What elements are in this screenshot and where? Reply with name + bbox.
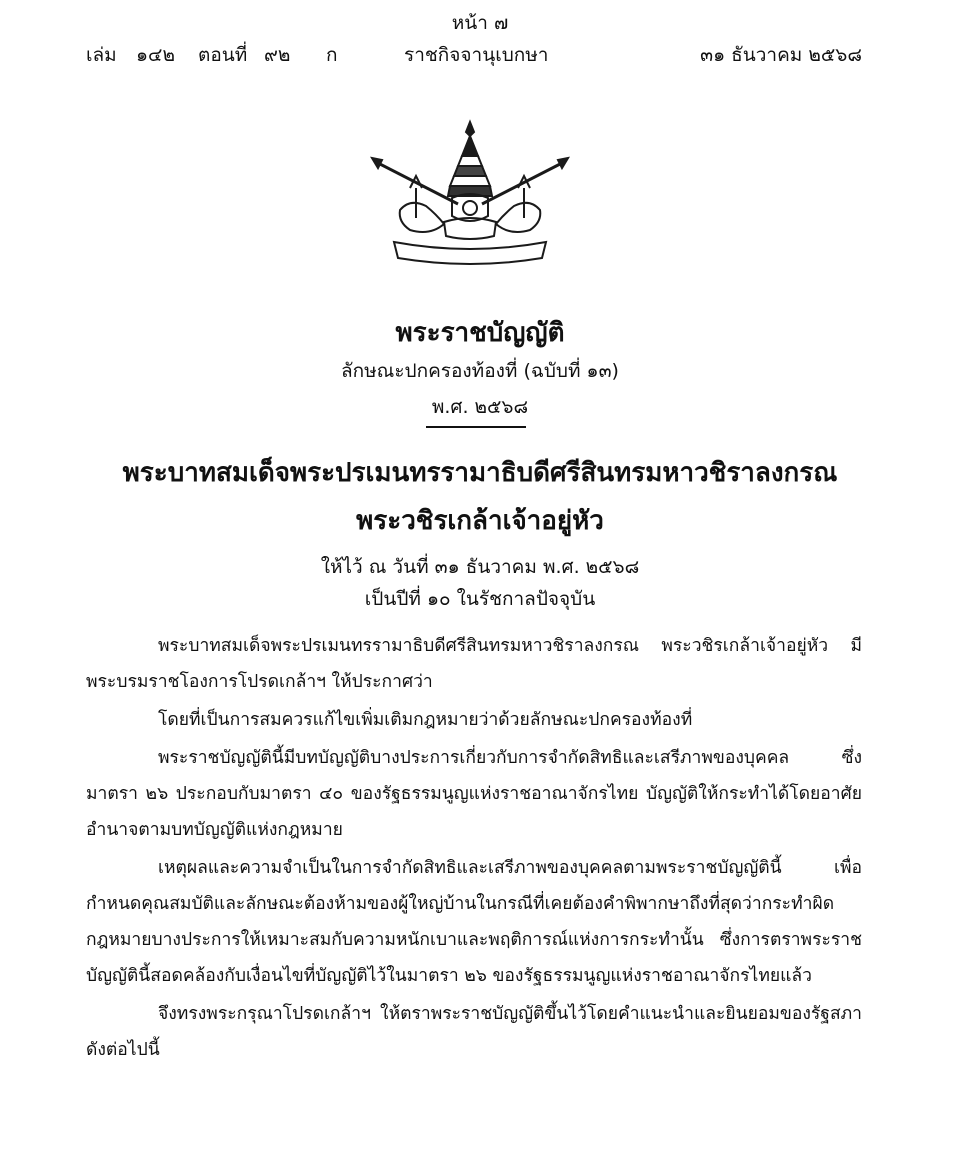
royal-garuda-crown-emblem-icon — [370, 118, 570, 268]
king-title-line-2: พระวชิรเกล้าเจ้าอยู่หัว — [356, 506, 604, 536]
king-title-line-1: พระบาทสมเด็จพระปรเมนทรรามาธิบดีศรีสินทรมหาวชิราลงกรณ — [122, 458, 838, 488]
reign-year-line: เป็นปีที่ ๑๐ ในรัชกาลปัจจุบัน — [364, 588, 596, 610]
document-year: พ.ศ. ๒๕๖๘ — [431, 396, 529, 418]
title-divider — [426, 426, 526, 428]
paragraph: เหตุผลและความจำเป็นในการจำกัดสิทธิและเสรีภาพของบุคคลตามพระราชบัญญัตินี้ เพื่อกำหนดคุณสมบัติและลักษณะต้องห้ามของผู้ใหญ่บ้านในกรณีที่เคยต้องคำพิพากษาถึงที่สุดว่ากระทำผิดกฎหมายบางประการให้เหมาะสมกับความหนักเบาและพฤติการณ์แห่งการกระทำนั้น ซึ่งการตราพระราชบัญญัตินี้สอดคล้องกับเงื่อนไขที่บัญญัติไว้ในมาตรา ๒๖ ของรัฐธรรมนูญแห่งราชอาณาจักรไทยแล้ว — [86, 858, 862, 986]
page-number: หน้า ๗ — [451, 12, 509, 34]
paragraph: โดยที่เป็นการสมควรแก้ไขเพิ่มเติมกฎหมายว่าด้วยลักษณะปกครองท้องที่ — [158, 710, 693, 730]
paragraph: จึงทรงพระกรุณาโปรดเกล้าฯ ให้ตราพระราชบัญญัติขึ้นไว้โดยคำแนะนำและยินยอมของรัฐสภา ดังต่อไปนี้ — [86, 1004, 862, 1060]
issue-number: ๙๒ — [264, 44, 291, 66]
volume-label: เล่ม — [86, 44, 117, 66]
issue-label: ตอนที่ — [198, 44, 248, 66]
section-letter: ก — [326, 44, 338, 66]
preamble-body — [86, 628, 862, 1068]
volume-number: ๑๔๒ — [136, 44, 175, 66]
document-subtitle: ลักษณะปกครองท้องที่ (ฉบับที่ ๑๓) — [341, 360, 619, 382]
paragraph: พระราชบัญญัตินี้มีบทบัญญัติบางประการเกี่ยวกับการจำกัดสิทธิและเสรีภาพของบุคคล ซึ่งมาตรา ๒๖ ประกอบกับมาตรา ๔๐ ของรัฐธรรมนูญแห่งราชอาณาจักรไทย บัญญัติให้กระทำได้โดยอาศัยอำนาจตามบทบัญญัติแห่งกฎหมาย — [86, 748, 862, 840]
paragraph: พระบาทสมเด็จพระปรเมนทรรามาธิบดีศรีสินทรมหาวชิราลงกรณ พระวชิรเกล้าเจ้าอยู่หัว มีพระบรมราชโองการโปรดเกล้าฯ ให้ประกาศว่า — [86, 636, 862, 692]
gazette-header — [86, 40, 862, 70]
gazette-name: ราชกิจจานุเบกษา — [404, 44, 549, 66]
given-date-line: ให้ไว้ ณ วันที่ ๓๑ ธันวาคม พ.ศ. ๒๕๖๘ — [320, 556, 640, 578]
document-title: พระราชบัญญัติ — [395, 318, 565, 348]
gazette-date: ๓๑ ธันวาคม ๒๕๖๘ — [700, 44, 862, 66]
